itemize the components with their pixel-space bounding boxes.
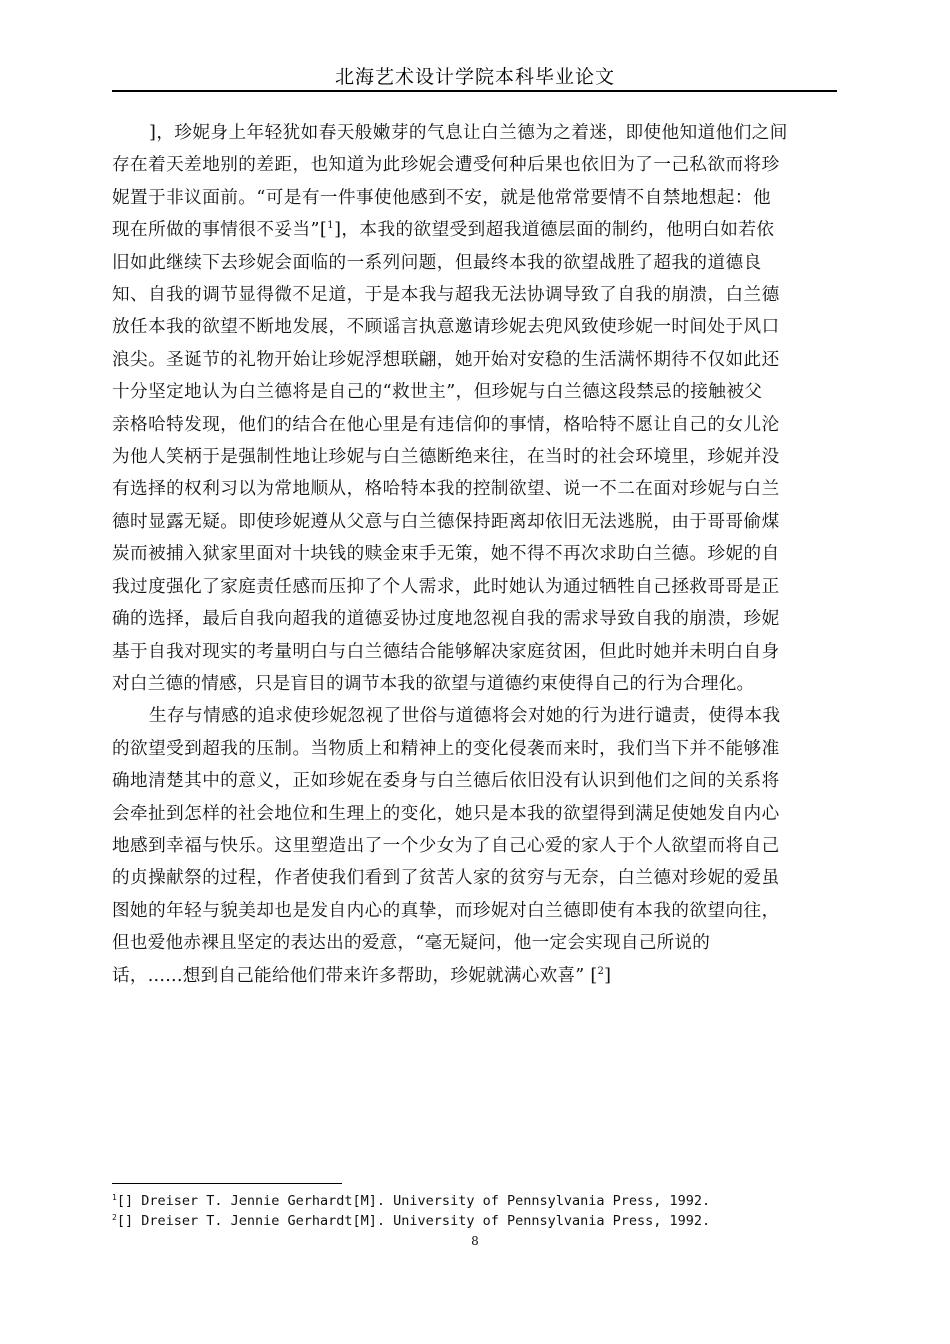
text-line: 浪尖。圣诞节的礼物开始让珍妮浮想联翩，她开始对安稳的生活满怀期待不仅如此还 [112,349,780,370]
text-line: 对白兰德的情感，只是盲目的调节本我的欲望与道德约束使得自己的行为合理化。 [112,673,755,694]
text-line: 图她的年轻与貌美却也是发自内心的真挚，而珍妮对白兰德即使有本我的欲望向往， [112,900,780,921]
page-number: 8 [471,1234,479,1248]
text-line: 确地清楚其中的意义，正如珍妮在委身与白兰德后依旧没有认识到他们之间的关系将 [112,771,780,792]
running-header-title: 北海艺术设计学院本科毕业论文 [334,66,615,88]
text-line: 十分坚定地认为白兰德将是自己的“救世主”，但珍妮与白兰德这段禁忌的接触被父 [112,382,763,403]
text-segment: ]，本我的欲望受到超我道德层面的制约，他明白如若依 [334,220,775,241]
text-line: 为他人笑柄于是强制性地让珍妮与白兰德断绝来往，在当时的社会环境里，珍妮并没 [112,447,780,468]
header-rule [112,90,837,92]
footnote-text: [] Dreiser T. Jennie Gerhardt[M]. University of Pennsylvania Press, 1992. [116,1193,711,1209]
text-segment: ] [604,965,612,986]
footnote-1 [112,1191,832,1211]
paragraph-2 [112,700,832,992]
body-text [112,117,832,992]
text-line: ]，珍妮身上年轻犹如春天般嫩芽的气息让白兰德为之着迷，即使他知道他们之间 [149,123,788,143]
text-line [112,214,832,246]
text-line: 基于自我对现实的考量明白与白兰德结合能够解决家庭贫困，但此时她并未明白自身 [112,641,780,662]
text-segment: 话，......想到自己能给他们带来许多帮助，珍妮就满心欢喜” [ [112,965,598,986]
footnote-2 [112,1211,832,1231]
citation-ref-1: 1 [327,220,335,232]
text-line: 亲格哈特发现，他们的结合在他心里是有违信仰的事情，格哈特不愿让自己的女儿沦 [112,414,780,435]
footnotes [112,1191,832,1231]
text-line: 生存与情感的追求使珍妮忽视了世俗与道德将会对她的行为进行谴责，使得本我 [149,706,781,727]
footnote-text: [] Dreiser T. Jennie Gerhardt[M]. University of Pennsylvania Press, 1992. [116,1213,711,1229]
text-line: 我过度强化了家庭责任感而压抑了个人需求，此时她认为通过牺牲自己拯救哥哥是正 [112,576,780,597]
text-line: 有选择的权利习以为常地顺从，格哈特本我的控制欲望、说一不二在面对珍妮与白兰 [112,479,780,500]
text-line: 确的选择，最后自我向超我的道德妥协过度地忽视自我的需求导致自我的崩溃，珍妮 [112,609,780,630]
text-line [112,960,832,992]
footnote-marker: 2 [112,1213,117,1222]
text-line: 旧如此继续下去珍妮会面临的一系列问题，但最终本我的欲望战胜了超我的道德良 [112,252,762,273]
paragraph-1 [112,117,832,700]
text-line: 但也爱他赤裸且坚定的表达出的爱意，“毫无疑问，他一定会实现自己所说的 [112,933,711,954]
text-line: 放任本我的欲望不断地发展，不顾谣言执意邀请珍妮去兜风致使珍妮一时间处于风口 [112,317,780,338]
text-line: 的贞操献祭的过程，作者使我们看到了贫苦人家的贫穷与无奈，白兰德对珍妮的爱虽 [112,868,780,889]
text-line: 妮置于非议面前。“可是有一件事使他感到不安，就是他常常要情不自禁地想起：他 [112,187,772,208]
text-segment: 现在所做的事情很不妥当”[ [112,220,328,241]
footnote-marker: 1 [112,1193,117,1202]
text-line: 存在着天差地别的差距，也知道为此珍妮会遭受何种后果也依旧为了一己私欲而将珍 [112,155,780,176]
text-line: 地感到幸福与快乐。这里塑造出了一个少女为了自己心爱的家人于个人欲望而将自己 [112,835,780,856]
text-line: 知、自我的调节显得微不足道，于是本我与超我无法协调导致了自我的崩溃，白兰德 [112,285,780,306]
text-line: 炭而被捕入狱家里面对十块钱的赎金束手无策，她不得不再次求助白兰德。珍妮的自 [112,544,780,565]
text-line: 的欲望受到超我的压制。当物质上和精神上的变化侵袭而来时，我们当下并不能够准 [112,738,780,759]
text-line: 德时显露无疑。即使珍妮遵从父意与白兰德保持距离却依旧无法逃脱，由于哥哥偷煤 [112,511,780,532]
text-line: 会牵扯到怎样的社会地位和生理上的变化，她只是本我的欲望得到满足使她发自内心 [112,803,780,824]
footnote-separator [112,1183,342,1184]
citation-ref-2: 2 [597,965,605,977]
